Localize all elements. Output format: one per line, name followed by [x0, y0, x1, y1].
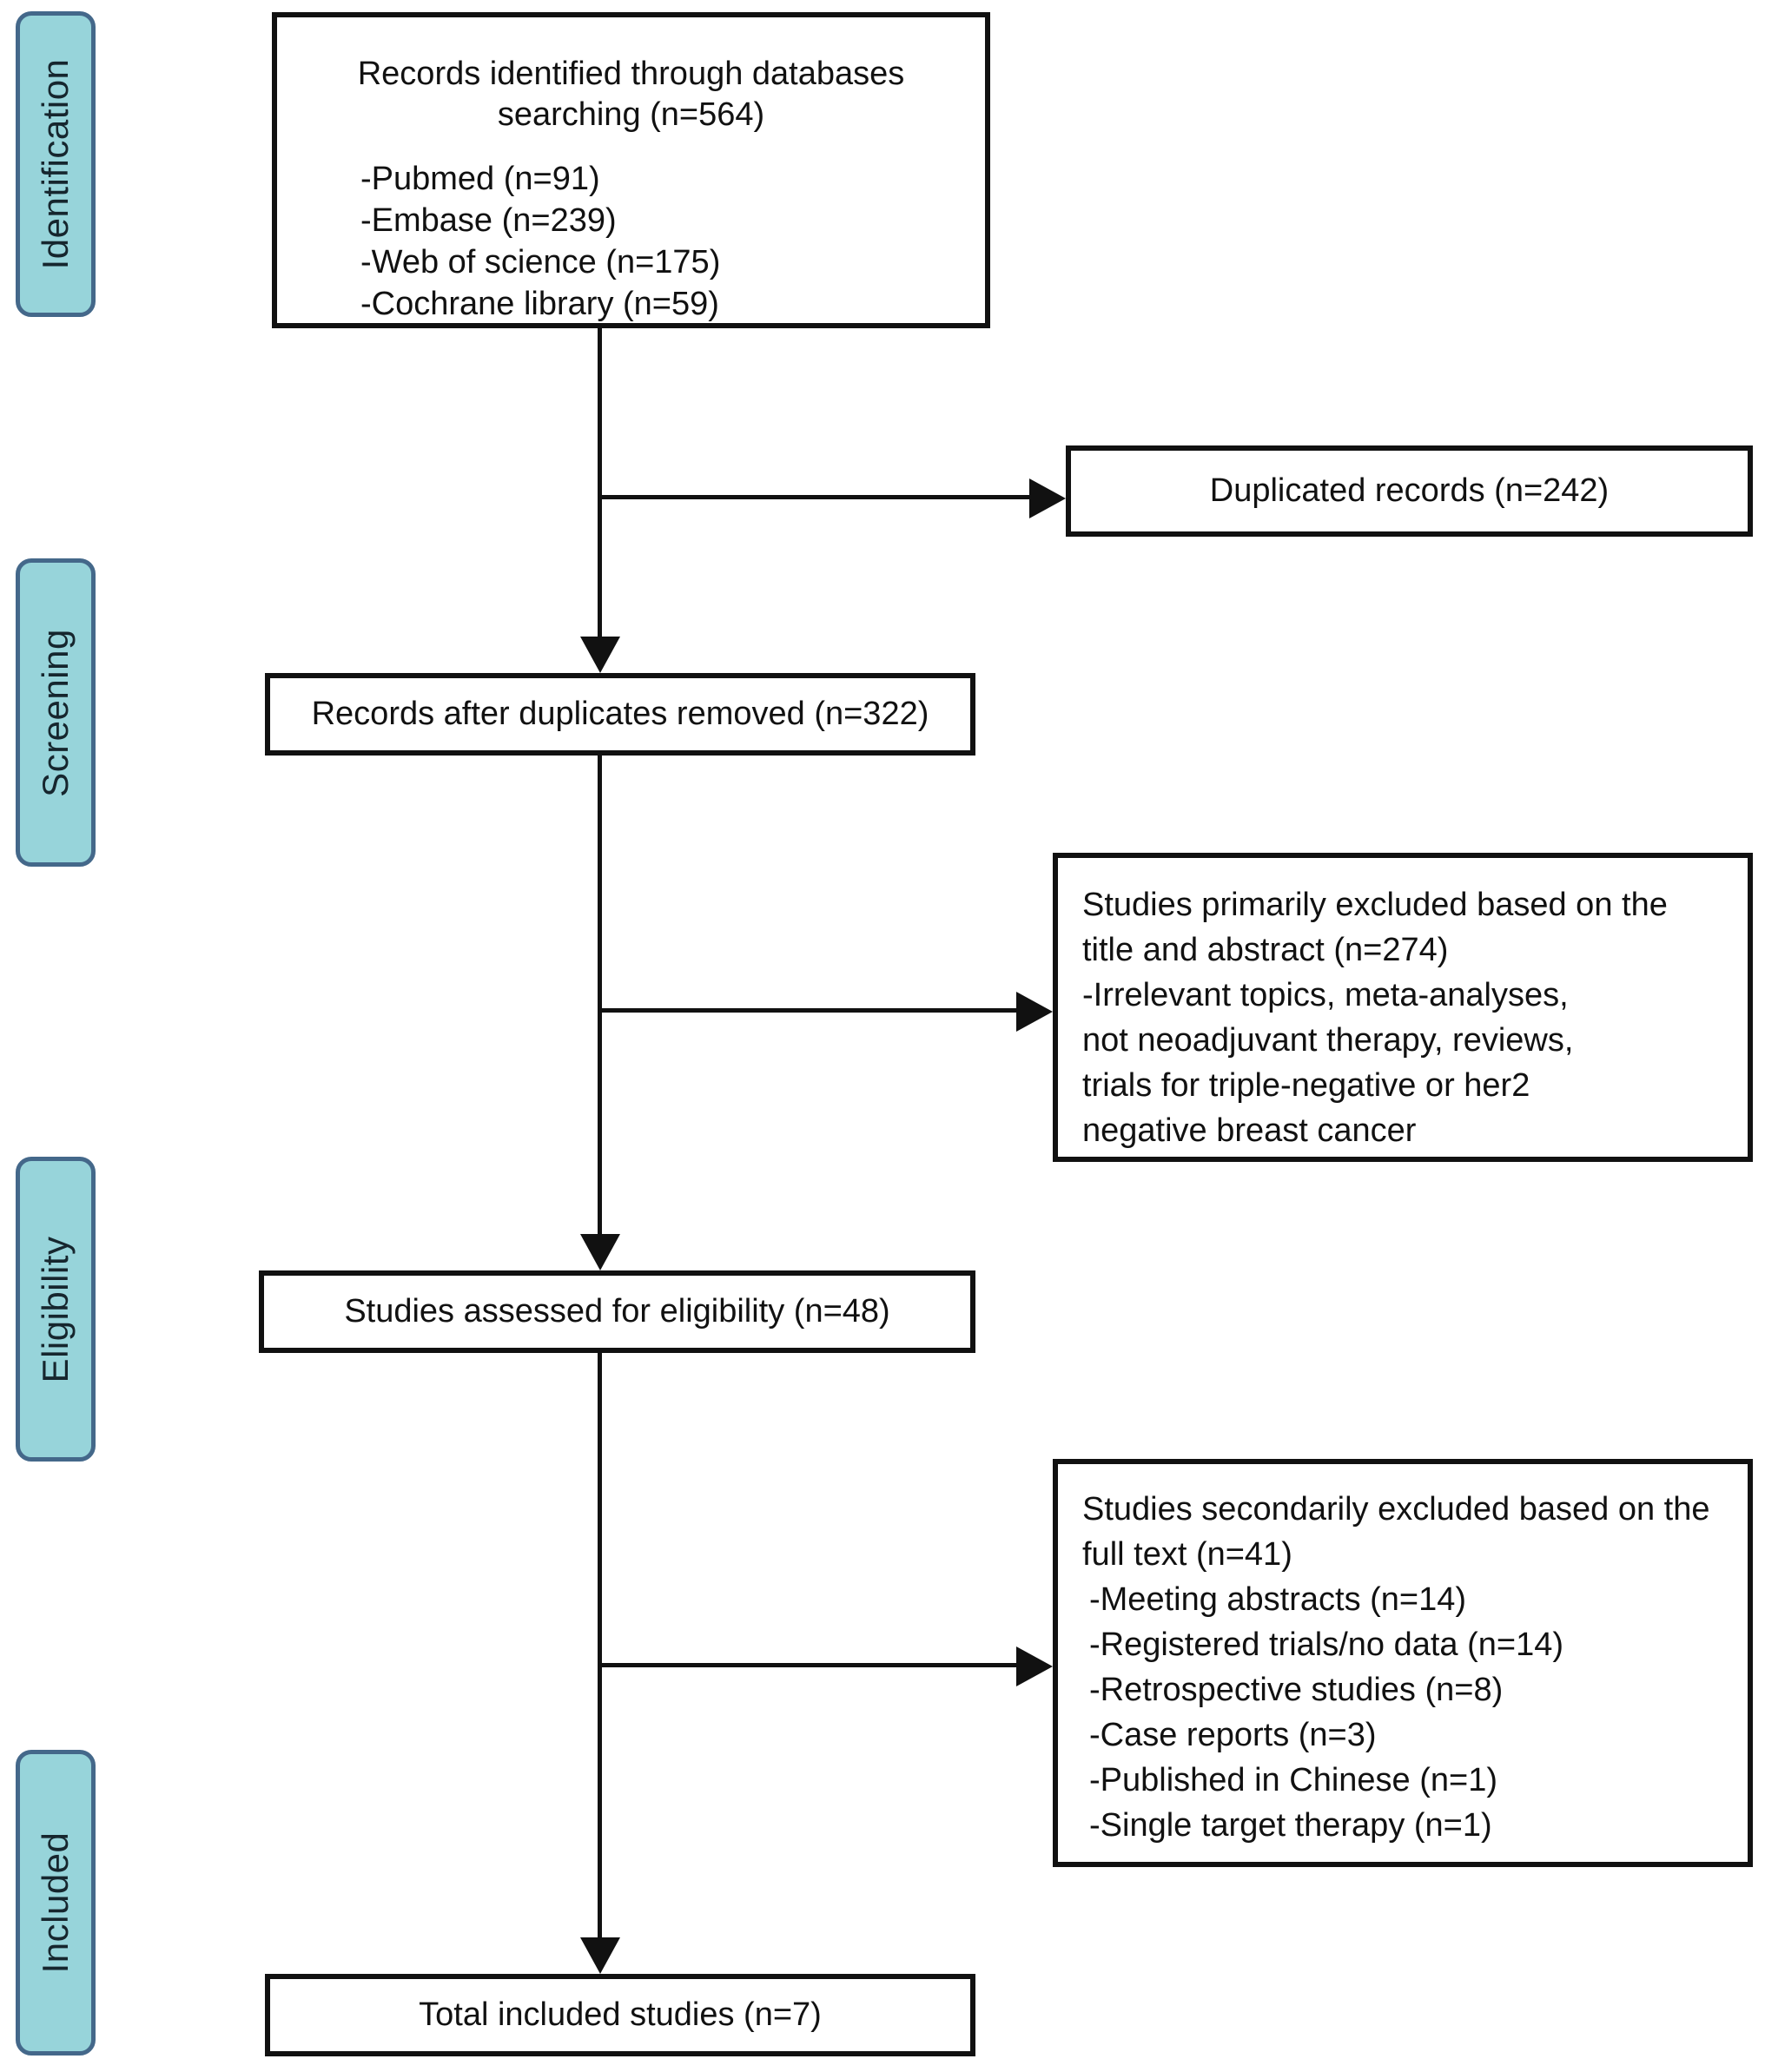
title-line: searching (n=564): [497, 96, 765, 133]
arrowhead-down-assessed: [580, 1234, 620, 1270]
text-line: Studies secondarily excluded based on the: [1082, 1491, 1710, 1528]
box-after-duplicates-text: Records after duplicates removed (n=322): [311, 695, 929, 732]
stage-label-screening: Screening: [35, 628, 76, 797]
text-line: title and abstract (n=274): [1082, 932, 1449, 968]
box-duplicated-records-text: Duplicated records (n=242): [1209, 472, 1610, 509]
arrow-line-identified-to-after-duplicates: [598, 328, 602, 637]
box-total-included-text: Total included studies (n=7): [419, 1996, 822, 2033]
arrowhead-down-after-duplicates: [580, 637, 620, 673]
arrow-line-to-primarily-excluded: [598, 1008, 1016, 1013]
box-records-identified-title: [277, 17, 985, 135]
arrowhead-right-secondarily-excluded: [1016, 1646, 1053, 1686]
arrow-line-to-secondarily-excluded: [598, 1663, 1016, 1667]
stage-label-eligibility: Eligibility: [35, 1236, 76, 1382]
text-line: not neoadjuvant therapy, reviews,: [1082, 1022, 1574, 1059]
text-line: -Retrospective studies (n=8): [1089, 1672, 1504, 1708]
box-primarily-excluded: [1053, 853, 1753, 1162]
text-line: -Meeting abstracts (n=14): [1089, 1581, 1467, 1618]
text-line: -Case reports (n=3): [1089, 1717, 1377, 1753]
text-line: -Irrelevant topics, meta-analyses,: [1082, 977, 1569, 1013]
stage-label-identification: Identification: [35, 58, 76, 270]
arrowhead-down-total-included: [580, 1937, 620, 1974]
text-line: -Single target therapy (n=1): [1089, 1807, 1492, 1844]
database-source-list: [277, 158, 985, 325]
box-primarily-excluded-text: [1058, 858, 1748, 1153]
arrow-line-assessed-to-included: [598, 1353, 602, 1937]
text-line: -Published in Chinese (n=1): [1089, 1762, 1497, 1798]
box-total-included: [265, 1974, 975, 2056]
box-assessed-eligibility: [259, 1270, 975, 1353]
arrow-line-to-duplicated-records: [598, 495, 1029, 499]
text-line: Studies primarily excluded based on the: [1082, 887, 1668, 923]
box-secondarily-excluded-text: [1058, 1464, 1748, 1848]
text-line: trials for triple-negative or her2: [1082, 1067, 1530, 1104]
arrowhead-right-duplicated-records: [1029, 478, 1066, 518]
text-line: full text (n=41): [1082, 1536, 1292, 1573]
stage-pill-eligibility: [16, 1157, 96, 1462]
arrowhead-right-primarily-excluded: [1016, 992, 1053, 1032]
list-item: -Embase (n=239): [360, 202, 617, 239]
box-secondarily-excluded: [1053, 1459, 1753, 1867]
title-line: Records identified through databases: [357, 56, 905, 92]
list-item: -Pubmed (n=91): [360, 161, 600, 197]
stage-label-included: Included: [35, 1831, 76, 1974]
box-assessed-eligibility-text: Studies assessed for eligibility (n=48): [344, 1292, 890, 1330]
text-line: negative breast cancer: [1082, 1112, 1417, 1149]
box-records-identified: [272, 12, 990, 328]
stage-pill-screening: [16, 558, 96, 867]
stage-pill-included: [16, 1750, 96, 2056]
box-duplicated-records: [1066, 445, 1753, 537]
stage-pill-identification: [16, 11, 96, 317]
arrow-line-after-duplicates-to-assessed: [598, 756, 602, 1234]
list-item: -Cochrane library (n=59): [360, 286, 719, 322]
text-line: -Registered trials/no data (n=14): [1089, 1627, 1564, 1663]
list-item: -Web of science (n=175): [360, 244, 721, 280]
box-after-duplicates: [265, 673, 975, 756]
